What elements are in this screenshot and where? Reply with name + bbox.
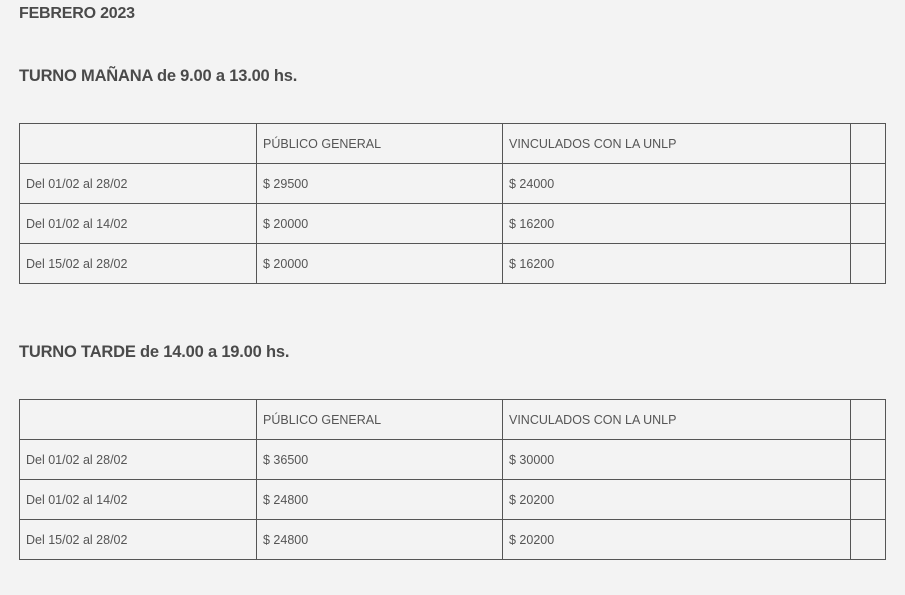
linked-price-cell: $ 20200 (503, 480, 851, 520)
header-cell-linked: VINCULADOS CON LA UNLP (503, 124, 851, 164)
header-cell-extra (851, 124, 886, 164)
linked-price-cell: $ 16200 (503, 204, 851, 244)
header-cell-blank (20, 124, 257, 164)
table-header-row (20, 400, 886, 440)
morning-shift-title-bold: TURNO MAÑANA (19, 67, 153, 85)
public-price-cell: $ 24800 (257, 480, 503, 520)
table-header-row (20, 124, 886, 164)
empty-cell (851, 204, 886, 244)
header-cell-public: PÚBLICO GENERAL (257, 124, 503, 164)
empty-cell (851, 440, 886, 480)
period-cell: Del 01/02 al 28/02 (20, 440, 257, 480)
linked-price-cell: $ 24000 (503, 164, 851, 204)
empty-cell (851, 244, 886, 284)
linked-price-cell: $ 30000 (503, 440, 851, 480)
empty-cell (851, 520, 886, 560)
morning-shift-title (19, 67, 297, 86)
empty-cell (851, 164, 886, 204)
afternoon-shift-title-hours: de 14.00 a 19.00 hs. (135, 343, 290, 361)
linked-price-cell: $ 16200 (503, 244, 851, 284)
table-row (20, 480, 886, 520)
empty-cell (851, 480, 886, 520)
linked-price-cell: $ 20200 (503, 520, 851, 560)
afternoon-fees-table (19, 399, 886, 560)
header-cell-extra (851, 400, 886, 440)
table-row (20, 520, 886, 560)
morning-fees-table (19, 123, 886, 284)
public-price-cell: $ 29500 (257, 164, 503, 204)
table-row (20, 204, 886, 244)
table-row (20, 440, 886, 480)
public-price-cell: $ 24800 (257, 520, 503, 560)
period-cell: Del 01/02 al 14/02 (20, 204, 257, 244)
afternoon-shift-title-bold: TURNO TARDE (19, 343, 136, 361)
period-cell: Del 15/02 al 28/02 (20, 520, 257, 560)
public-price-cell: $ 20000 (257, 244, 503, 284)
page-title: FEBRERO 2023 (19, 5, 135, 22)
public-price-cell: $ 20000 (257, 204, 503, 244)
afternoon-shift-title (19, 343, 289, 362)
table-row (20, 164, 886, 204)
header-cell-blank (20, 400, 257, 440)
public-price-cell: $ 36500 (257, 440, 503, 480)
table-row (20, 244, 886, 284)
period-cell: Del 01/02 al 14/02 (20, 480, 257, 520)
period-cell: Del 15/02 al 28/02 (20, 244, 257, 284)
period-cell: Del 01/02 al 28/02 (20, 164, 257, 204)
header-cell-linked: VINCULADOS CON LA UNLP (503, 400, 851, 440)
header-cell-public: PÚBLICO GENERAL (257, 400, 503, 440)
morning-shift-title-hours: de 9.00 a 13.00 hs. (152, 67, 298, 85)
